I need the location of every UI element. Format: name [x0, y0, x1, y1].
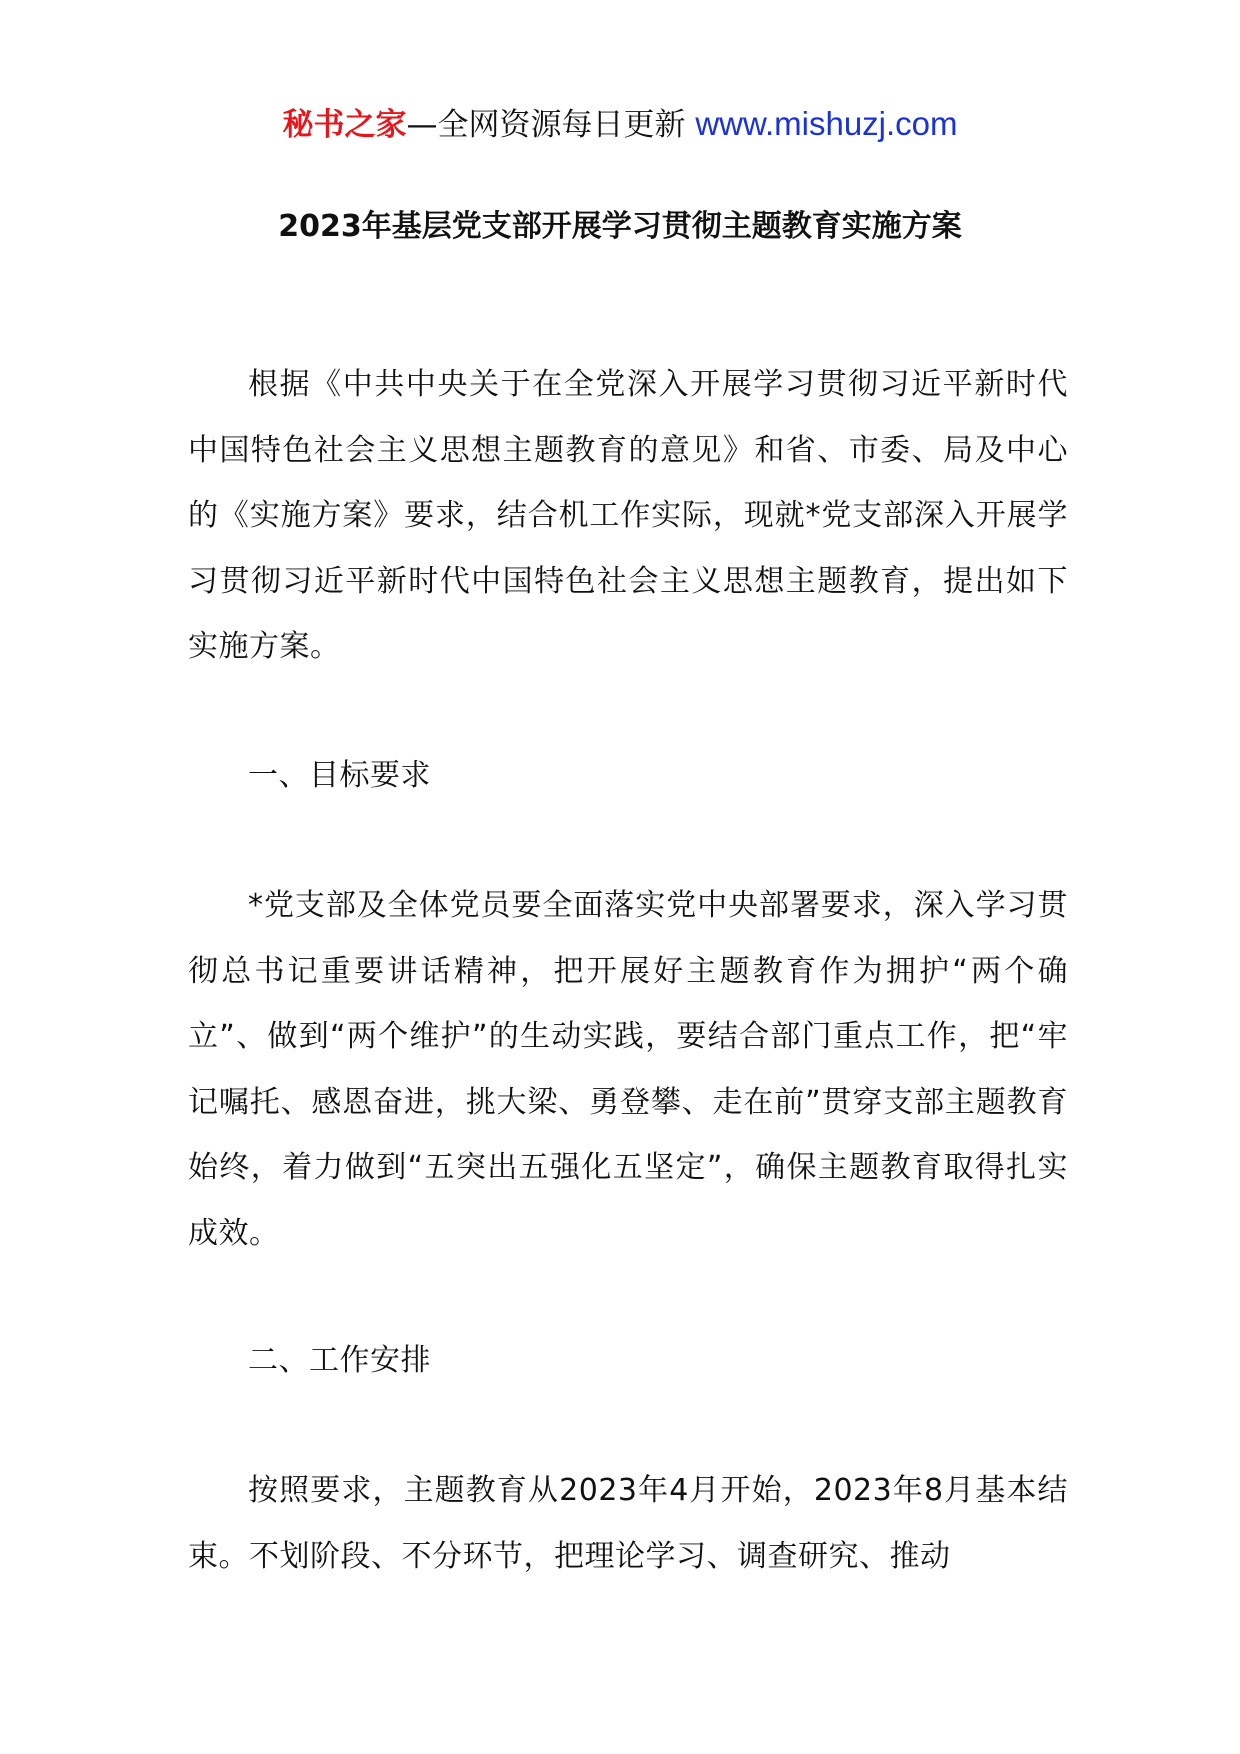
- arrangement-paragraph-block: [188, 1458, 1068, 1589]
- goals-paragraph: *党支部及全体党员要全面落实党中央部署要求，深入学习贯彻总书记重要讲话精神，把开展好主题教育作为拥护“两个确立”、做到“两个维护”的生动实践，要结合部门重点工作，把“牢记嘱托、感恩奋进，挑大梁、勇登攀、走在前”贯穿支部主题教育始终，着力做到“五突出五强化五坚定”，确保主题教育取得扎实成效。: [188, 888, 1068, 1251]
- goals-paragraph-block: [188, 873, 1068, 1266]
- arrangement-paragraph: 按照要求，主题教育从2023年4月开始，2023年8月基本结束。不划阶段、不分环节，把理论学习、调查研究、推动: [188, 1473, 1068, 1574]
- section-heading-goals: 一、目标要求: [248, 758, 431, 793]
- intro-paragraph-block: [188, 352, 1068, 680]
- site-header-banner: [0, 100, 1240, 149]
- document-title: 2023年基层党支部开展学习贯彻主题教育实施方案: [278, 209, 962, 244]
- section-heading-arrangement: 二、工作安排: [248, 1343, 431, 1378]
- section-two-block: [188, 1328, 1068, 1394]
- brand-name: 秘书之家: [282, 107, 407, 143]
- section-one-block: [188, 743, 1068, 809]
- brand-slogan: —全网资源每日更新: [406, 107, 686, 143]
- intro-paragraph: 根据《中共中央关于在全党深入开展学习贯彻习近平新时代中国特色社会主义思想主题教育的意见》和省、市委、局及中心的《实施方案》要求，结合机工作实际，现就*党支部深入开展学习贯彻习近平新时代中国特色社会主义思想主题教育，提出如下实施方案。: [188, 367, 1068, 664]
- site-link[interactable]: www.mishuzj.com: [695, 105, 958, 142]
